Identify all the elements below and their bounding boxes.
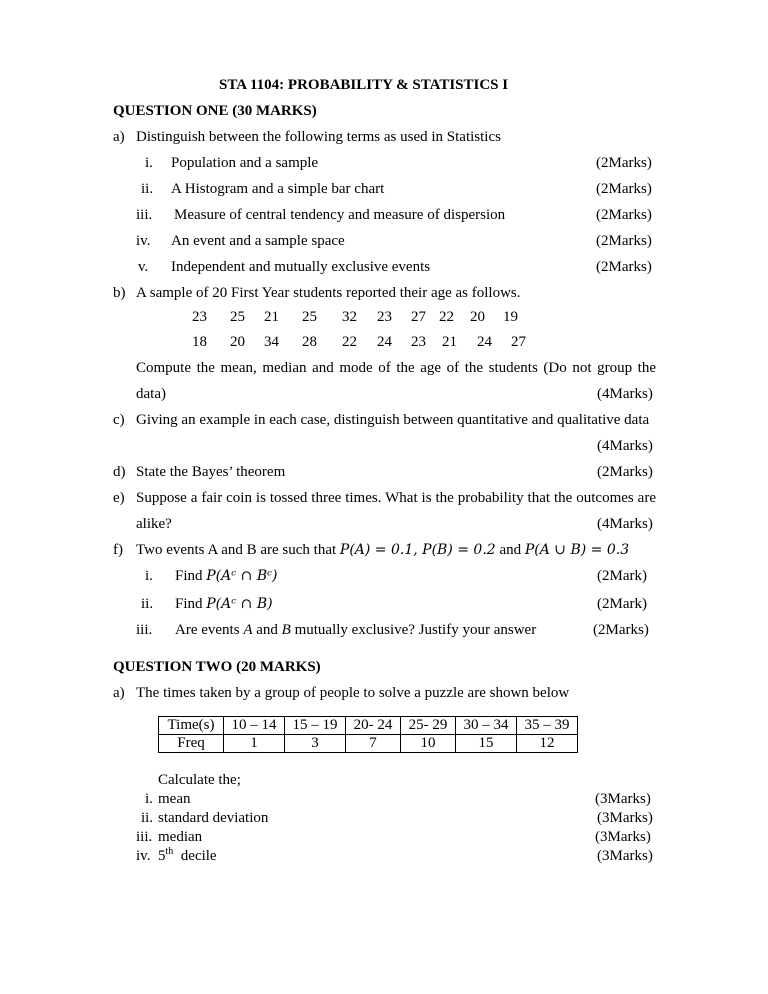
q1b-label: b)	[113, 285, 126, 301]
age-value: 28	[302, 334, 317, 350]
q1a-label: a)	[113, 129, 125, 145]
age-value: 20	[470, 309, 485, 325]
age-value: 23	[411, 334, 426, 350]
question-two-heading: QUESTION TWO (20 MARKS)	[113, 659, 321, 675]
age-value: 22	[342, 334, 357, 350]
table-cell: 35 – 39	[517, 717, 578, 735]
q1a-item-marks: (2Marks)	[596, 181, 652, 197]
q2a-item-num: i.	[145, 791, 153, 807]
q1f-item-marks: (2Marks)	[593, 622, 649, 638]
q1b-instruction-line1: Compute the mean, median and mode of the age of the students (Do not group the	[136, 360, 656, 376]
q1f-item-marks: (2Mark)	[597, 596, 647, 612]
q1a-item-marks: (2Marks)	[596, 207, 652, 223]
q1d-label: d)	[113, 464, 126, 480]
q1f-and: and	[495, 542, 525, 558]
q1f-text: Two events A and B are such that	[136, 542, 340, 558]
q1f-item-marks: (2Mark)	[597, 568, 647, 584]
age-value: 34	[264, 334, 279, 350]
q2a-item-text: median	[158, 829, 203, 845]
q1a-item-marks: (2Marks)	[596, 233, 652, 249]
q2a-item-num: ii.	[141, 810, 154, 826]
question-one-heading: QUESTION ONE (30 MARKS)	[113, 103, 317, 119]
age-value: 27	[511, 334, 526, 350]
table-cell: 10 – 14	[224, 717, 285, 735]
q2a-item-num: iii.	[136, 829, 153, 845]
q1a-item-text: Population and a sample	[171, 155, 319, 171]
table-cell: 15 – 19	[285, 717, 346, 735]
q1b-text: A sample of 20 First Year students reported their age as follows.	[136, 285, 521, 301]
age-value: 21	[264, 309, 279, 325]
q1f-statement	[136, 541, 629, 559]
q1a-item-num: ii.	[141, 181, 154, 197]
q1e-line1: Suppose a fair coin is tossed three times. What is the probability that the outcomes are	[136, 490, 656, 506]
age-value: 25	[302, 309, 317, 325]
q2a-item-marks: (3Marks)	[595, 791, 651, 807]
table-cell: Freq	[159, 735, 224, 753]
exam-title: STA 1104: PROBABILITY & STATISTICS I	[219, 77, 509, 93]
q2a-item-text: standard deviation	[158, 810, 269, 826]
q2a-item-marks: (3Marks)	[597, 848, 653, 864]
table-cell: 3	[285, 735, 346, 753]
q1f-item-text	[175, 595, 273, 613]
table-cell: 25- 29	[401, 717, 456, 735]
q2a-text: The times taken by a group of people to solve a puzzle are shown below	[136, 685, 570, 701]
age-value: 24	[377, 334, 392, 350]
q1f-find-label: Find	[175, 568, 207, 584]
q1d-marks: (2Marks)	[597, 464, 653, 480]
q1a-item-marks: (2Marks)	[596, 155, 652, 171]
q1a-item-text: A Histogram and a simple bar chart	[171, 181, 385, 197]
q1f-item-text	[175, 621, 536, 639]
q1a-item-num: i.	[145, 155, 153, 171]
age-value: 23	[192, 309, 207, 325]
decile-word: decile	[173, 848, 217, 864]
q1a-item-text: Independent and mutually exclusive events	[171, 259, 431, 275]
q1c-label: c)	[113, 412, 125, 428]
age-value: 20	[230, 334, 245, 350]
frequency-table	[158, 716, 578, 753]
q1a-item-text: An event and a sample space	[171, 233, 345, 249]
q1f-item-text	[175, 567, 278, 585]
age-value: 25	[230, 309, 245, 325]
table-row	[159, 735, 578, 753]
q1c-text: Giving an example in each case, distinguish between quantitative and qualitative data	[136, 412, 650, 428]
table-cell: 12	[517, 735, 578, 753]
table-cell: 1	[224, 735, 285, 753]
age-value: 18	[192, 334, 207, 350]
q1e-label: e)	[113, 490, 125, 506]
table-cell: 20- 24	[346, 717, 401, 735]
age-value: 21	[442, 334, 457, 350]
q1a-item-marks: (2Marks)	[596, 259, 652, 275]
q1a-text: Distinguish between the following terms as used in Statistics	[136, 129, 501, 145]
complement-intersection-expr: P(Aᶜ ∩ Bᶜ)	[206, 568, 278, 584]
decile-ordinal-suffix: th	[165, 846, 174, 857]
q1a-item-num: v.	[138, 259, 149, 275]
q1b-instruction-line2: data)	[136, 386, 166, 402]
table-cell: 15	[456, 735, 517, 753]
complement-b-expr: P(Aᶜ ∩ B)	[206, 596, 273, 612]
age-value: 24	[477, 334, 492, 350]
table-row	[159, 717, 578, 735]
calculate-label: Calculate the;	[158, 772, 241, 788]
age-value: 32	[342, 309, 357, 325]
q1c-marks: (4Marks)	[597, 438, 653, 454]
q1d-text: State the Bayes’ theorem	[136, 464, 286, 480]
q1f-item-num: iii.	[136, 622, 153, 638]
q2a-item-text: mean	[158, 791, 191, 807]
q1b-marks: (4Marks)	[597, 386, 653, 402]
prob-union-expr: P(A ∪ B) = 0.3	[524, 542, 630, 558]
event-b: B	[281, 622, 291, 638]
q1f-text-part: mutually exclusive? Justify your answer	[290, 622, 537, 638]
table-cell: Time(s)	[159, 717, 224, 735]
q1f-item-num: ii.	[141, 596, 154, 612]
decile-number: 5	[158, 848, 166, 864]
table-cell: 10	[401, 735, 456, 753]
q1a-item-num: iv.	[136, 233, 151, 249]
q2a-item-num: iv.	[136, 848, 151, 864]
q1f-item-num: i.	[145, 568, 153, 584]
q1e-marks: (4Marks)	[597, 516, 653, 532]
event-a: A	[243, 622, 253, 638]
age-value: 22	[439, 309, 454, 325]
prob-b-expr: P(B) = 0.2	[422, 542, 496, 558]
table-cell: 30 – 34	[456, 717, 517, 735]
q1a-item-num: iii.	[136, 207, 153, 223]
age-value: 19	[503, 309, 518, 325]
q2a-item-marks: (3Marks)	[597, 810, 653, 826]
q1e-line2: alike?	[136, 516, 172, 532]
q2a-item-text	[158, 847, 217, 865]
table-cell: 7	[346, 735, 401, 753]
q2a-label: a)	[113, 685, 125, 701]
q1f-text-part: and	[252, 622, 282, 638]
q1a-item-text: Measure of central tendency and measure of dispersion	[174, 207, 506, 223]
q1f-find-label: Find	[175, 596, 207, 612]
age-value: 23	[377, 309, 392, 325]
age-value: 27	[411, 309, 426, 325]
q1f-text-part: Are events	[175, 622, 244, 638]
q1f-label: f)	[113, 542, 123, 558]
prob-a-expr: P(A) = 0.1,	[339, 542, 423, 558]
q2a-item-marks: (3Marks)	[595, 829, 651, 845]
